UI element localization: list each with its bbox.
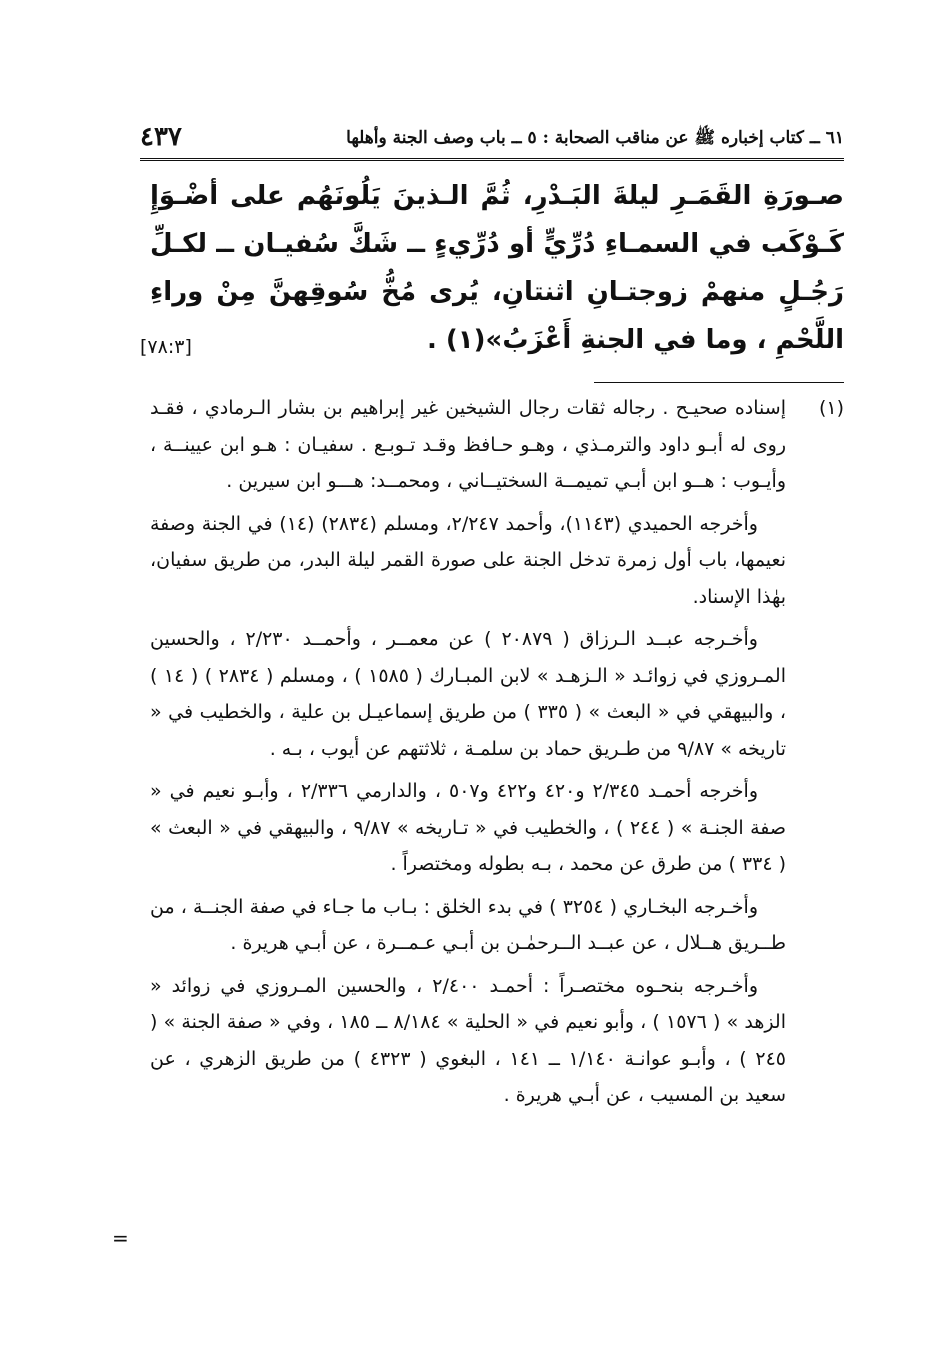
footnote-paragraph: إسناده صحيـح . رجاله ثقات رجال الشيخين غير إبراهيم بن بشار الـرمادي ، فقـد روى له أبـو داود والترمـذي ، وهـو حـافظ وقـد تـوبـع . سفيـان : هـو ابن عيينــة ، وأيـوب : هــو ابن أبـي تميمــة السختيــاني ، ومحمــد: هـــو ابن سيرين . (150, 397, 786, 492)
page-header (140, 112, 844, 152)
running-head: ٦١ ــ كتاب إخباره ﷺ عن مناقب الصحابة : ٥ ــ باب وصف الجنة وأهلها (346, 128, 844, 148)
page-number: ٤٣٧ (140, 122, 182, 152)
footnote-paragraph: وأخرجه الحميدي (١١٤٣)، وأحمد ٢/٢٤٧، ومسلم (٢٨٣٤) (١٤) في الجنة وصفة نعيمها، باب أول زمرة تدخل الجنة على صورة القمر ليلة البدر، من طريق سفيان، بهٰذا الإسناد. (150, 512, 786, 608)
hadith-text-block (150, 172, 844, 364)
footnote-paragraph: وأخـرجه عبــد الـرزاق ( ٢٠٨٧٩ ) عن معمــر ، وأحمــد ٢/٢٣٠ ، والحسين المـروزي في زوائـد « الـزهـد » لابن المبـارك ( ١٥٨٥ ) ، ومسلم ( ٢٨٣٤ ) ( ١٤ ) ، والبيهقي في « البعث » ( ٣٣٥ ) من طريق إسماعيـل بن علية ، والخطيب في « تاريخه » ٩/٨٧ من طـريق حماد بن سلمـة ، ثلاثتهم عن أيوب ، بـه . (150, 628, 786, 760)
continuation-mark: = (112, 1226, 129, 1250)
footnote-paragraph: وأخرجه أحمـد ٢/٣٤٥ و٤٢٠ و٤٢٢ و٥٠٧ ، والدارمي ٢/٣٣٦ ، وأبـو نعيم في « صفة الجنـة » ( ٢٤٤ ) ، والخطيب في « تـاريخه » ٩/٨٧ ، والبيهقي في « البعث » ( ٣٣٤ ) من طرق عن محمد ، بـه بطوله ومختصراً . (150, 780, 787, 875)
footnote-number: (١) (818, 397, 844, 419)
footnote-body (150, 390, 786, 1114)
hadith-text: صـورَةِ القَمَـرِ ليلةَ البَـدْرِ، ثُمَّ الـذينَ يَلُونَهُم على أضْـوَإِ كَـوْكَب في السمـاءِ دُرِّيٍّ أو دُرِّيءٍ ــ شَكَّ سُفيـان ــ لكـلِّ رَجُـلٍ منهمْ زوجتـانِ اثنتانِ، يُرى مُخُّ سُوقِهنَّ مِنْ وراءِ اللَّحْمِ ، وما في الجنةِ أَعْزَبُ»(١) . (150, 181, 844, 355)
footnote-separator (594, 382, 844, 383)
footnote-paragraph: وأخـرجه البخـاري ( ٣٢٥٤ ) في بدء الخلق : بـاب ما جـاء في صفة الجنــة ، من طــريق هــلال ، عن عبــد الــرحمٰـن بن أبـي عـمــرة ، عن أبـي هريرة . (150, 895, 786, 954)
footnote-paragraph: وأخـرجه بنحـوه مختصـراً : أحمـد ٢/٤٠٠ ، والحسين المـروزي في زوائد « الزهد » ( ١٥٧٦ ) ، وأبو نعيم في « الحلية » ٨/١٨٤ ــ ١٨٥ ، وفي « صفة الجنة » ( ٢٤٥ ) ، وأبـو عوانـة ١/١٤٠ ــ ١٤١ ، البغوي ( ٤٣٢٣ ) من طريق الزهري ، عن سعيد بن المسيب ، عن أبـي هريرة . (150, 974, 787, 1106)
footnotes (150, 390, 844, 1120)
header-rule (140, 158, 844, 164)
hadith-reference: [٧٨:٣] (140, 336, 192, 358)
